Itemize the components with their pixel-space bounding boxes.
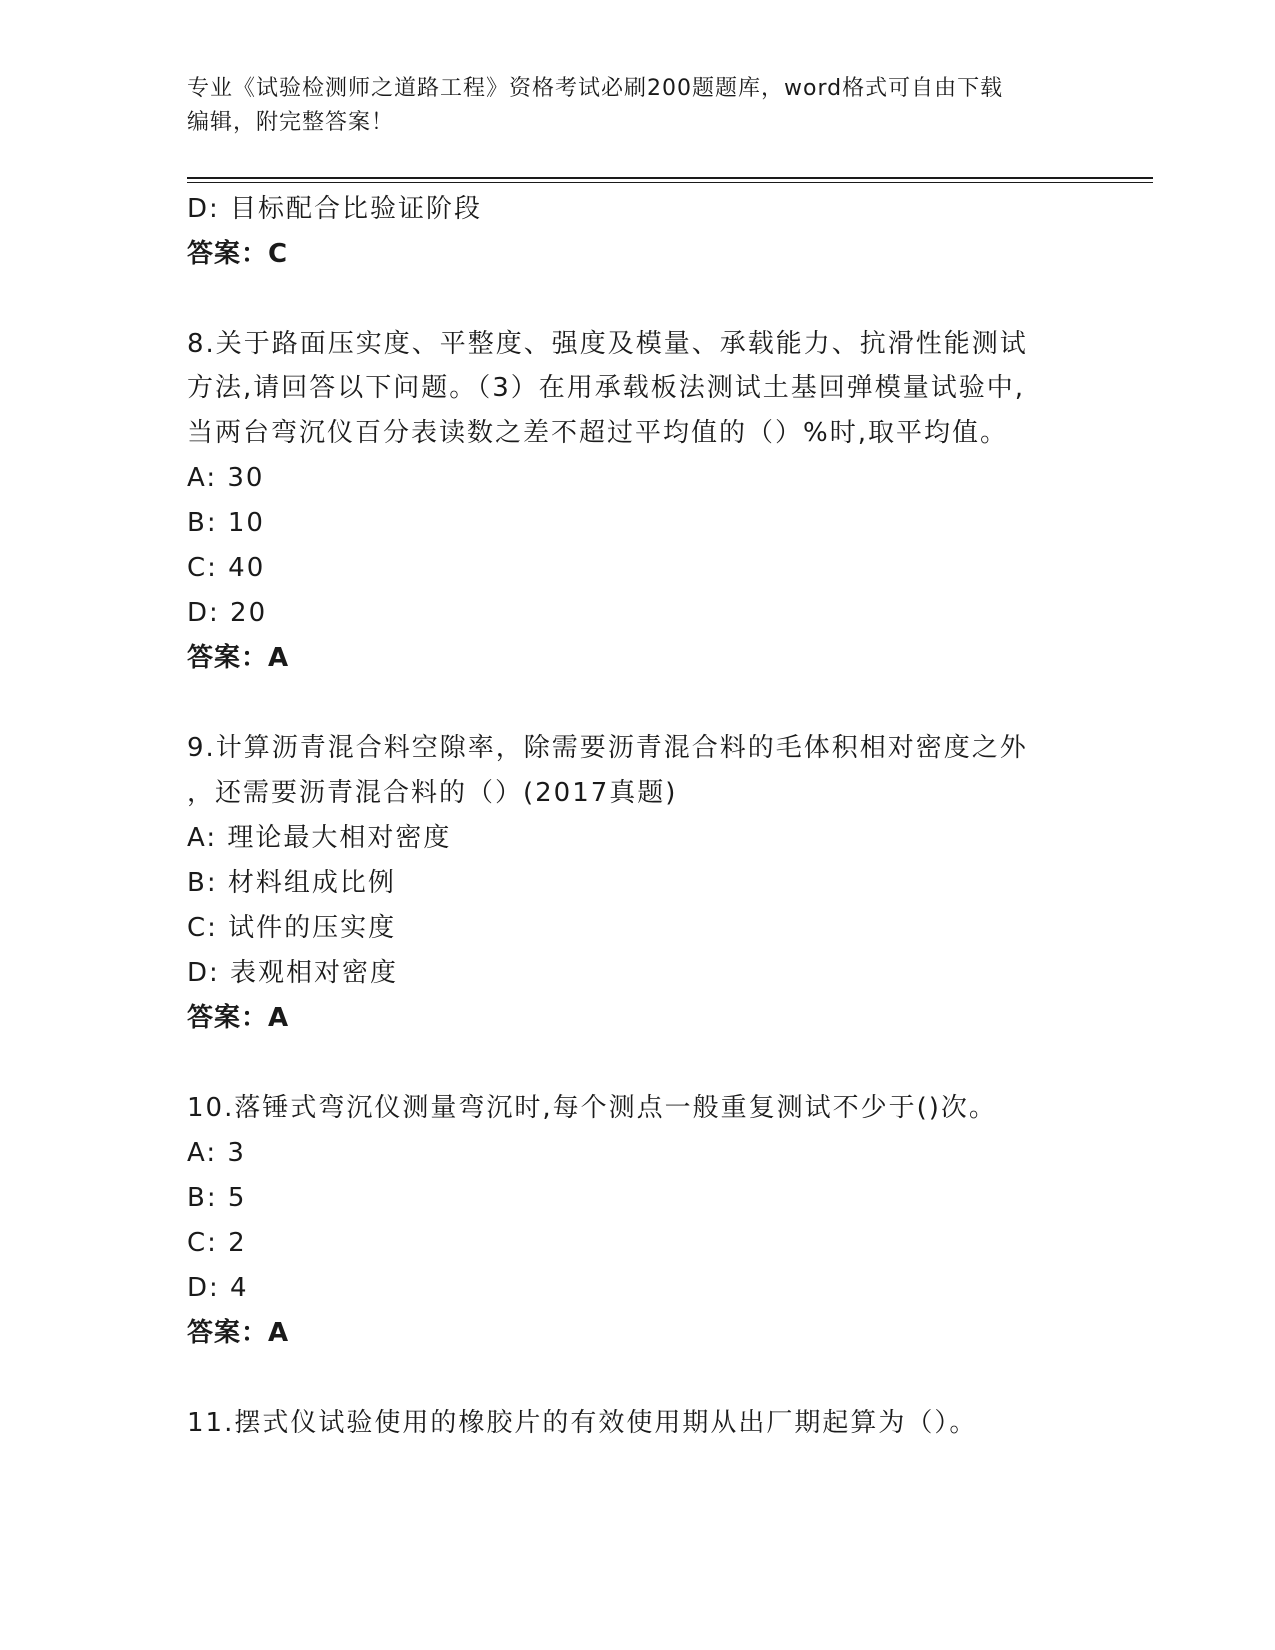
q9-stem-line-1: 9.计算沥青混合料空隙率，除需要沥青混合料的毛体积相对密度之外 bbox=[187, 733, 1028, 763]
q10-option-c: C: 2 bbox=[187, 1228, 247, 1258]
q8-option-d: D: 20 bbox=[187, 598, 268, 628]
q9-option-c: C: 试件的压实度 bbox=[187, 913, 397, 943]
q11-stem-line-1: 11.摆式仪试验使用的橡胶片的有效使用期从出厂期起算为（）。 bbox=[187, 1408, 978, 1438]
q7-answer: 答案：C bbox=[187, 239, 289, 269]
q9-option-a: A: 理论最大相对密度 bbox=[187, 823, 452, 853]
q8-option-c: C: 40 bbox=[187, 553, 266, 583]
q9-option-d: D: 表观相对密度 bbox=[187, 958, 399, 988]
q8-stem-line-3: 当两台弯沉仪百分表读数之差不超过平均值的（）%时,取平均值。 bbox=[187, 418, 1008, 448]
q8-stem-line-1: 8.关于路面压实度、平整度、强度及模量、承载能力、抗滑性能测试 bbox=[187, 329, 1028, 359]
q9-option-b: B: 材料组成比例 bbox=[187, 868, 396, 898]
header-rule-thin bbox=[187, 182, 1153, 183]
q10-option-a: A: 3 bbox=[187, 1138, 246, 1168]
q10-option-b: B: 5 bbox=[187, 1183, 247, 1213]
q8-option-b: B: 10 bbox=[187, 508, 265, 538]
header-line-1: 专业《试验检测师之道路工程》资格考试必刷200题题库，word格式可自由下载 bbox=[187, 76, 1004, 101]
q10-stem-line-1: 10.落锤式弯沉仪测量弯沉时,每个测点一般重复测试不少于()次。 bbox=[187, 1093, 997, 1123]
q9-stem-line-2: ，还需要沥青混合料的（）(2017真题) bbox=[187, 778, 678, 808]
q8-answer: 答案：A bbox=[187, 643, 290, 673]
q8-stem-line-2: 方法,请回答以下问题。（3）在用承载板法测试土基回弹模量试验中, bbox=[187, 373, 1026, 403]
q10-option-d: D: 4 bbox=[187, 1273, 249, 1303]
q9-answer: 答案：A bbox=[187, 1003, 290, 1033]
q7-option-d: D: 目标配合比验证阶段 bbox=[187, 194, 483, 224]
header-line-2: 编辑，附完整答案！ bbox=[187, 110, 395, 135]
document-header bbox=[187, 72, 1087, 140]
q8-option-a: A: 30 bbox=[187, 463, 265, 493]
q10-answer: 答案：A bbox=[187, 1318, 290, 1348]
header-rule-thick bbox=[187, 177, 1153, 179]
